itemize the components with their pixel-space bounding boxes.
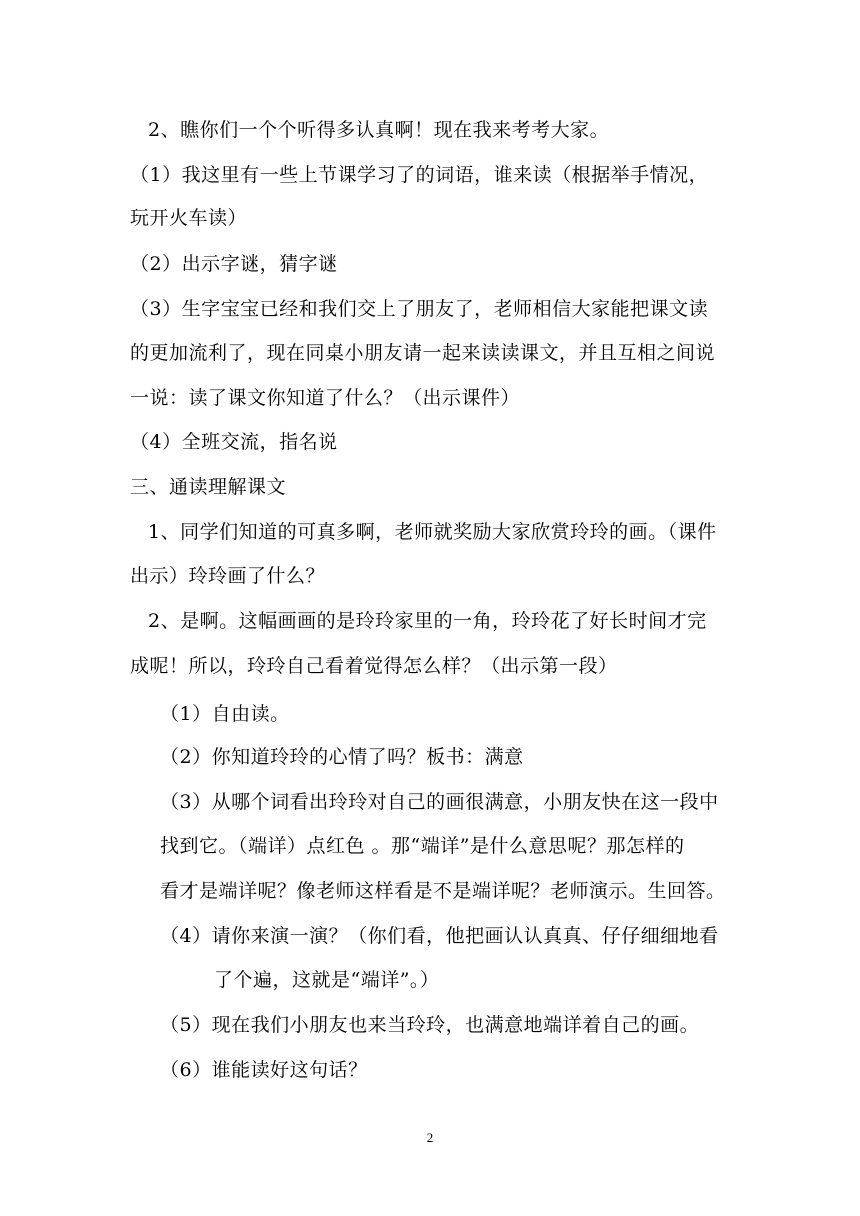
- text-line: 2、是啊。这幅画画的是玲玲家里的一角，玲玲花了好长时间才完: [148, 610, 707, 632]
- text-line: 1、同学们知道的可真多啊，老师就奖励大家欣赏玲玲的画。（课件: [148, 521, 717, 543]
- text-line: （3）从哪个词看出玲玲对自己的画很满意，小朋友快在这一段中: [160, 791, 719, 813]
- section-heading: 三、通读理解课文: [130, 476, 287, 498]
- text-line: 看才是端详呢？像老师这样看是不是端详呢？老师演示。生回答。: [160, 880, 726, 902]
- text-line: 玩开火车读）: [130, 207, 248, 229]
- text-line: （3）生字宝宝已经和我们交上了朋友了，老师相信大家能把课文读: [130, 298, 709, 320]
- text-line: （2）你知道玲玲的心情了吗？板书：满意: [160, 746, 524, 768]
- text-line: （4）请你来演一演？（你们看，他把画认认真真、仔仔细细地看: [160, 925, 719, 947]
- text-line: 一说：读了课文你知道了什么？（出示课件）: [130, 387, 521, 409]
- text-line: 了个遍，这就是“端详”。）: [214, 969, 440, 991]
- text-line: （4）全班交流，指名说: [130, 431, 338, 453]
- text-line: 2、瞧你们一个个听得多认真啊！现在我来考考大家。: [148, 119, 610, 141]
- text-line: （6）谁能读好这句话？: [160, 1059, 368, 1081]
- text-line: （5）现在我们小朋友也来当玲玲，也满意地端详着自己的画。: [160, 1014, 700, 1036]
- text-line: 出示）玲玲画了什么？: [130, 565, 326, 587]
- page-number: 2: [426, 1130, 434, 1145]
- text-line: 找到它。（端详）点红色 。那“端详”是什么意思呢？那怎样的: [160, 835, 685, 857]
- text-line: 的更加流利了，现在同桌小朋友请一起来读读课文，并且互相之间说: [130, 342, 716, 364]
- text-line: （2）出示字谜，猜字谜: [130, 253, 338, 275]
- text-line: 成呢！所以，玲玲自己看着觉得怎么样？（出示第一段）: [130, 655, 618, 677]
- text-line: （1）我这里有一些上节课学习了的词语，谁来读（根据举手情况，: [130, 164, 709, 186]
- text-line: （1）自由读。: [160, 703, 290, 725]
